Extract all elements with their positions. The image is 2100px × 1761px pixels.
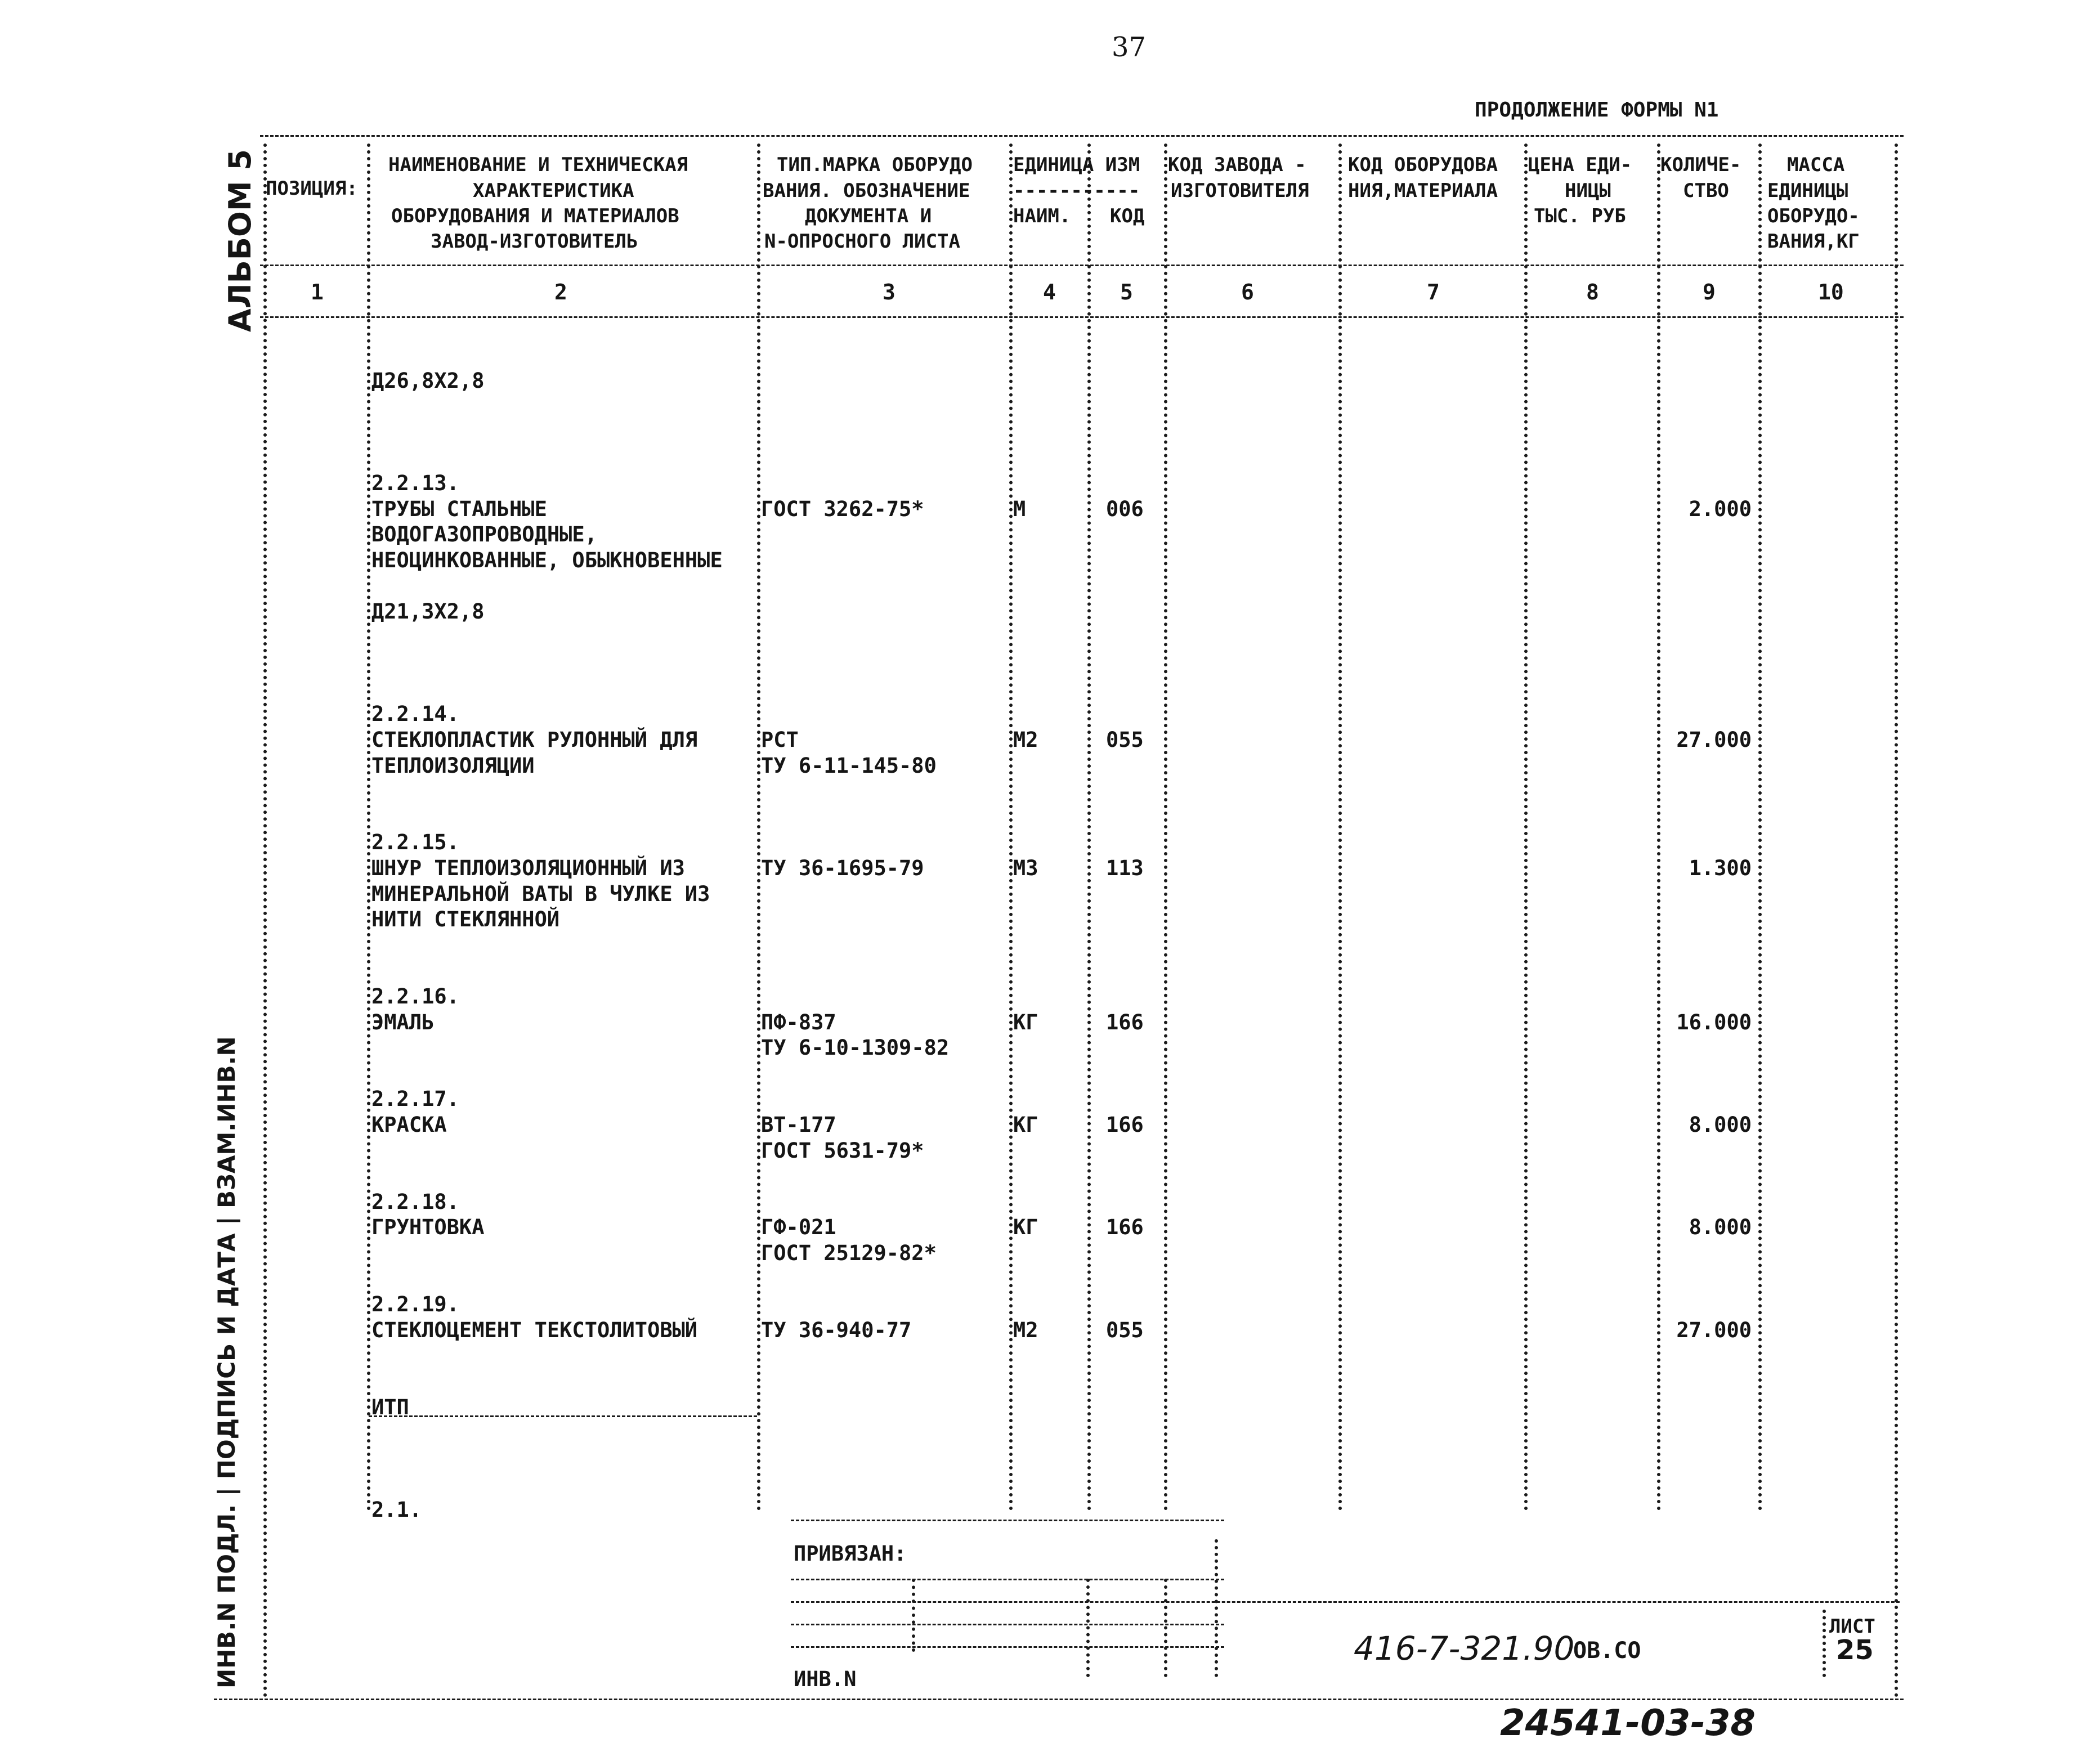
col-sep-10: [1895, 144, 1898, 1698]
col7-header-line: КОД ОБОРУДОВА: [1348, 154, 1498, 176]
item-name: НЕОЦИНКОВАННЫЕ, ОБЫКНОВЕННЫЕ: [371, 548, 723, 572]
item-name: 2.2.19.: [371, 1292, 459, 1316]
item-unit: М3: [1013, 856, 1038, 880]
item-code: 166: [1106, 1010, 1144, 1034]
col6-header-line: ИЗГОТОВИТЕЛЯ: [1171, 180, 1309, 202]
item-name: НИТИ СТЕКЛЯННОЙ: [371, 907, 560, 931]
item-mark: ПФ-837: [761, 1010, 836, 1034]
stamp-line-3: [791, 1601, 1900, 1603]
item-name: ГРУНТОВКА: [371, 1215, 485, 1239]
sheet-number: 25: [1836, 1634, 1874, 1666]
appendix-title: ПРОДОЛЖЕНИЕ ФОРМЫ N1: [1475, 98, 1719, 122]
bound-label: ПРИВЯЗАН:: [794, 1542, 907, 1566]
item-mark: ГОСТ 5631-79*: [761, 1139, 924, 1163]
archive-number: 24541-03-38: [1500, 1702, 1756, 1744]
item-name: ВОДОГАЗОПРОВОДНЫЕ,: [371, 522, 597, 546]
item-name: Д26,8Х2,8: [371, 369, 485, 393]
stamp-sep: [1164, 1579, 1167, 1677]
item-quantity: 2.000: [1689, 497, 1752, 521]
col-number: 7: [1427, 280, 1440, 304]
item-name: 2.2.13.: [371, 471, 459, 495]
col-number: 6: [1241, 280, 1254, 304]
col4-header-line: ЕДИНИЦА ИЗМ: [1013, 154, 1140, 176]
col-sep-4: [1087, 144, 1091, 1511]
col-sep-3: [1009, 144, 1013, 1511]
col8-header-line: ТЫС. РУБ: [1534, 205, 1626, 227]
item-mark: ТУ 36-940-77: [761, 1318, 912, 1342]
item-mark: ТУ 36-1695-79: [761, 856, 924, 880]
col2-header-line: ОБОРУДОВАНИЯ И МАТЕРИАЛОВ: [391, 205, 679, 227]
stamp-sep: [912, 1579, 915, 1652]
item-name: КРАСКА: [371, 1113, 447, 1137]
item-unit: КГ: [1013, 1010, 1038, 1034]
col3-header-line: N-ОПРОСНОГО ЛИСТА: [764, 230, 960, 253]
item-unit: КГ: [1013, 1113, 1038, 1137]
col-sep-5: [1164, 144, 1167, 1511]
col4-header-line: НАИМ.: [1013, 205, 1071, 227]
page-number: 37: [1112, 32, 1147, 63]
col-sep-7: [1524, 144, 1528, 1511]
col4-header-line: -----------: [1013, 180, 1140, 202]
item-name: МИНЕРАЛЬНОЙ ВАТЫ В ЧУЛКЕ ИЗ: [371, 882, 710, 906]
item-quantity: 8.000: [1689, 1215, 1752, 1239]
item-mark: ТУ 6-11-145-80: [761, 754, 937, 778]
item-name: ШНУР ТЕПЛОИЗОЛЯЦИОННЫЙ ИЗ: [371, 856, 685, 880]
col-number: 5: [1120, 280, 1133, 304]
item-code: 113: [1106, 856, 1144, 880]
item-mark: РСТ: [761, 728, 799, 752]
col2-header-line: НАИМЕНОВАНИЕ И ТЕХНИЧЕСКАЯ: [388, 154, 688, 176]
item-mark: ВТ-177: [761, 1113, 836, 1137]
col-sep-6: [1338, 144, 1342, 1511]
col6-header-line: КОД ЗАВОДА -: [1168, 154, 1306, 176]
item-unit: М2: [1013, 728, 1038, 752]
col-number: 1: [311, 280, 324, 304]
col8-header-line: ЦЕНА ЕДИ-: [1528, 154, 1632, 176]
document-suffix: ОВ.СО: [1573, 1638, 1641, 1664]
page-bottom-line: [214, 1699, 1904, 1700]
item-unit: М2: [1013, 1318, 1038, 1342]
item-name: СТЕКЛОЦЕМЕНТ ТЕКСТОЛИТОВЫЙ: [371, 1318, 698, 1342]
stamp-sep: [1823, 1610, 1826, 1677]
col-sep-8: [1657, 144, 1660, 1511]
sheet-label: ЛИСТ: [1829, 1615, 1875, 1638]
col-number: 9: [1703, 280, 1716, 304]
item-mark: ГФ-021: [761, 1215, 836, 1239]
item-mark: ТУ 6-10-1309-82: [761, 1036, 950, 1060]
stamp-sep: [1086, 1579, 1090, 1677]
col10-header-line: ОБОРУДО-: [1767, 205, 1860, 227]
item-name: 2.2.18.: [371, 1190, 459, 1214]
col-number: 10: [1818, 280, 1844, 304]
item-name: 2.2.17.: [371, 1087, 459, 1111]
item-mark: ГОСТ 3262-75*: [761, 497, 924, 521]
side-stamp: ИНВ.N ПОДЛ. | ПОДПИСЬ И ДАТА | ВЗАМ.ИНВ.N: [213, 1036, 240, 1688]
col3-header-line: ДОКУМЕНТА И: [805, 205, 932, 227]
album-label: АЛЬБОМ 5: [222, 149, 258, 332]
item-quantity: 8.000: [1689, 1113, 1752, 1137]
itp-underline: [369, 1415, 757, 1417]
col-number: 2: [554, 280, 567, 304]
col-sep-0: [263, 144, 267, 1698]
col-number: 3: [883, 280, 895, 304]
col-sep-9: [1758, 144, 1762, 1511]
col1-header-line: ПОЗИЦИЯ:: [266, 177, 358, 200]
item-code: 055: [1106, 1318, 1144, 1342]
col5-header-line: КОД: [1110, 205, 1145, 227]
col10-header-line: ВАНИЯ,КГ: [1767, 230, 1860, 253]
col9-header-line: КОЛИЧЕ-: [1660, 154, 1741, 176]
col-sep-2: [757, 144, 760, 1511]
item-code: 055: [1106, 728, 1144, 752]
item-name: ИТП: [371, 1395, 409, 1419]
item-code: 166: [1106, 1113, 1144, 1137]
item-name: ТРУБЫ СТАЛЬНЫЕ: [371, 497, 547, 521]
col-number: 8: [1586, 280, 1599, 304]
item-code: 166: [1106, 1215, 1144, 1239]
table-top-line: [260, 135, 1904, 137]
col9-header-line: СТВО: [1683, 180, 1729, 202]
item-name: Д21,3Х2,8: [371, 599, 485, 624]
stamp-sep: [1215, 1539, 1218, 1677]
col3-header-line: ВАНИЯ. ОБОЗНАЧЕНИЕ: [763, 180, 970, 202]
col8-header-line: НИЦЫ: [1565, 180, 1611, 202]
col2-header-line: ЗАВОД-ИЗГОТОВИТЕЛЬ: [431, 230, 638, 253]
item-name: СТЕКЛОПЛАСТИК РУЛОННЫЙ ДЛЯ: [371, 728, 698, 752]
col10-header-line: МАССА: [1787, 154, 1845, 176]
stamp-line-2: [791, 1579, 1224, 1580]
stamp-line-4: [791, 1624, 1224, 1625]
col7-header-line: НИЯ,МАТЕРИАЛА: [1348, 180, 1498, 202]
item-name: 2.2.14.: [371, 702, 459, 726]
col3-header-line: ТИП.МАРКА ОБОРУДО: [777, 154, 973, 176]
stamp-line-5: [791, 1646, 1224, 1648]
item-name: 2.1.: [371, 1498, 422, 1522]
document-code: 416-7-321.90: [1354, 1629, 1575, 1668]
item-name: 2.2.15.: [371, 830, 459, 854]
col10-header-line: ЕДИНИЦЫ: [1767, 180, 1848, 202]
item-name: 2.2.16.: [371, 984, 459, 1009]
item-quantity: 27.000: [1676, 1318, 1752, 1342]
col-sep-1: [367, 144, 370, 1511]
item-name: ТЕПЛОИЗОЛЯЦИИ: [371, 754, 535, 778]
inv-label: ИНВ.N: [794, 1667, 857, 1691]
item-mark: ГОСТ 25129-82*: [761, 1241, 937, 1265]
item-quantity: 16.000: [1676, 1010, 1752, 1034]
item-quantity: 1.300: [1689, 856, 1752, 880]
item-unit: М: [1013, 497, 1026, 521]
item-code: 006: [1106, 497, 1144, 521]
item-name: ЭМАЛЬ: [371, 1010, 435, 1034]
item-unit: КГ: [1013, 1215, 1038, 1239]
col-number: 4: [1043, 280, 1056, 304]
col2-header-line: ХАРАКТЕРИСТИКА: [473, 180, 634, 202]
item-quantity: 27.000: [1676, 728, 1752, 752]
stamp-top-line: [791, 1520, 1224, 1521]
